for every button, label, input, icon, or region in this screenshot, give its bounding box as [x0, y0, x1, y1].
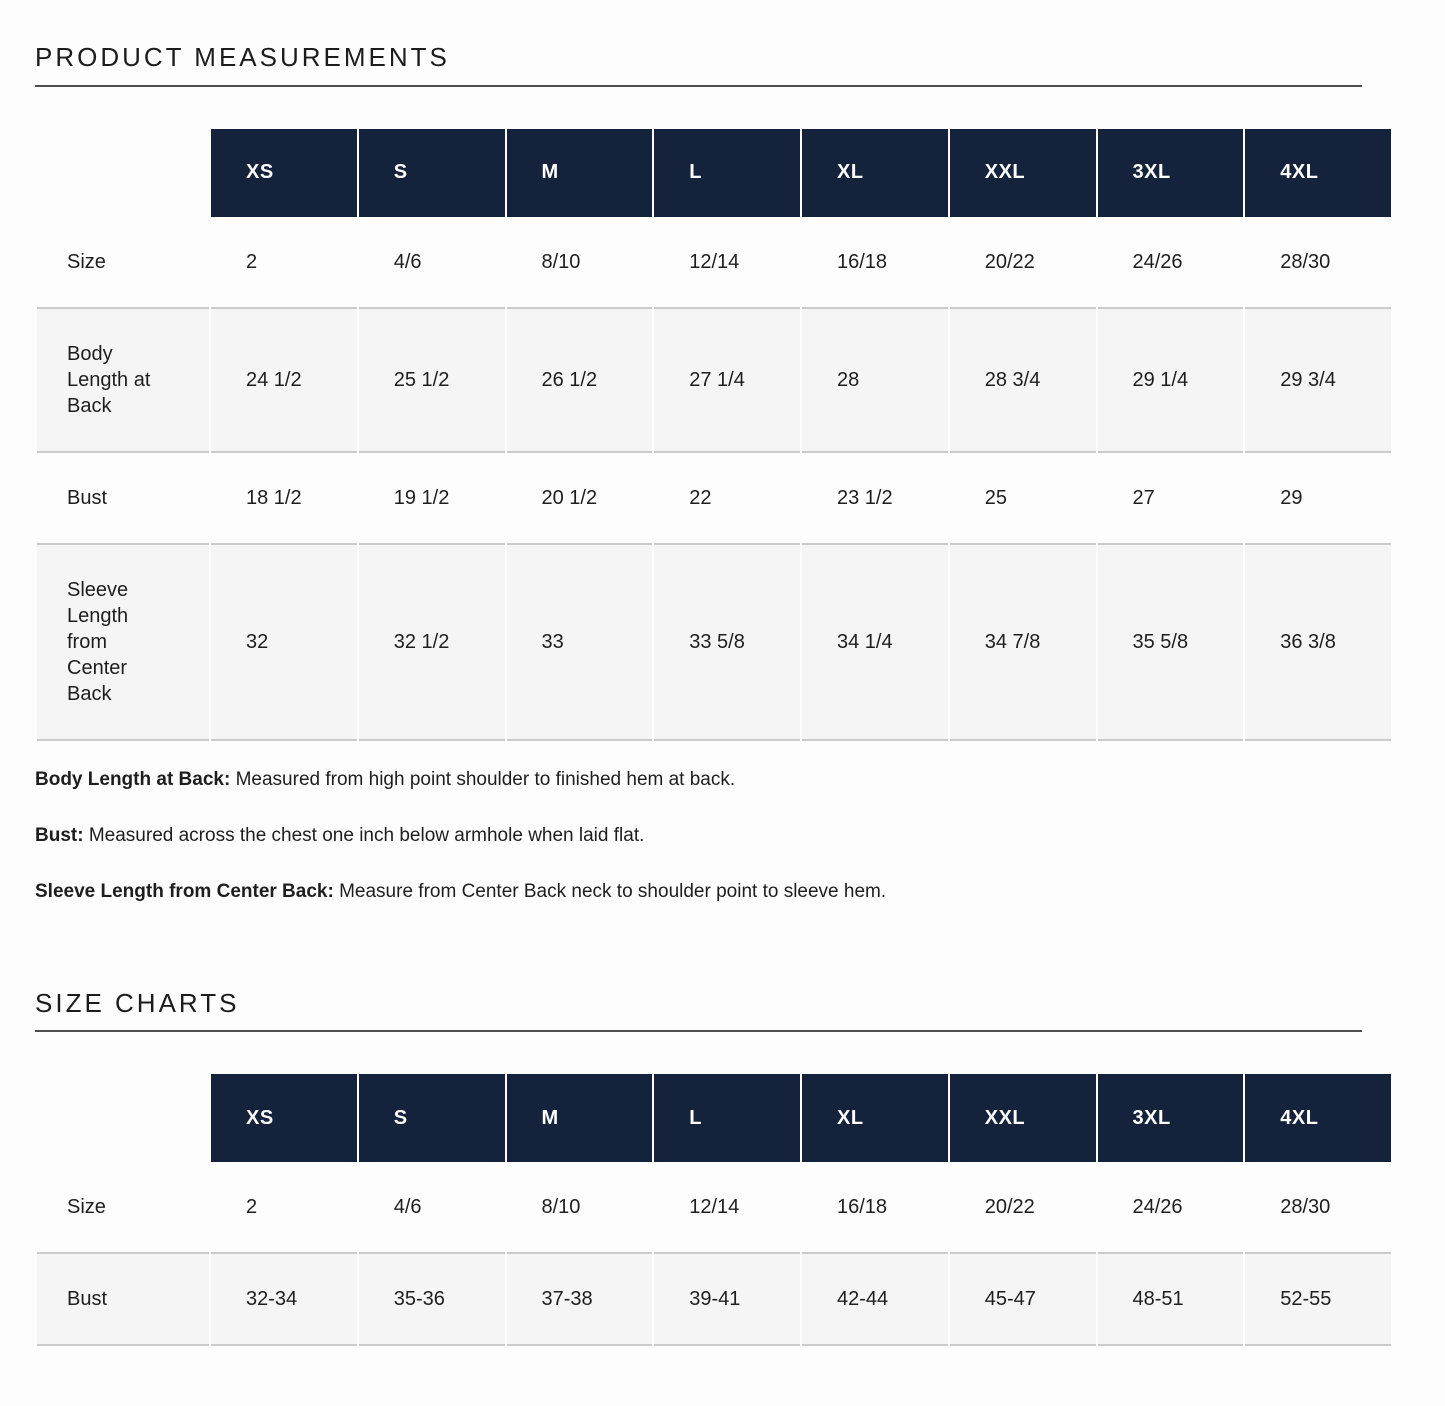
measurement-row — [37, 1252, 1391, 1346]
measurement-cell: 20/22 — [984, 250, 1035, 273]
size-charts-title: SIZE CHARTS — [35, 987, 240, 1018]
measurement-cell: 19 1/2 — [359, 451, 505, 543]
measurement-cell: 42-44 — [802, 1252, 948, 1346]
row-label: Bust — [37, 1252, 209, 1346]
measurement-cell: 39-41 — [654, 1252, 800, 1346]
size-charts-rule — [35, 1030, 1362, 1032]
note-bust-term: Bust: — [35, 824, 84, 846]
size-header-row — [37, 129, 1391, 217]
measurement-notes — [35, 769, 1393, 903]
measurement-cell: 36 3/8 — [1245, 543, 1391, 741]
measurement-cell: 24 1/2 — [211, 307, 357, 451]
measurement-cell: 35 5/8 — [1098, 543, 1244, 741]
measurement-row — [37, 307, 1391, 451]
product-measurements-rule — [35, 85, 1362, 87]
measurement-cell: 24/26 — [1132, 250, 1183, 273]
measurement-cell: 2 — [246, 1196, 258, 1219]
row-label: Bust — [37, 451, 209, 543]
measurement-cell: 34 7/8 — [950, 543, 1096, 741]
size-charts-table — [35, 1074, 1393, 1346]
measurement-cell: 16/18 — [837, 1196, 888, 1219]
product-measurements-table — [35, 129, 1393, 741]
measurement-cell: 2 — [246, 250, 258, 273]
note-sleeve-length — [35, 881, 1393, 903]
measurement-cell: 22 — [654, 451, 800, 543]
measurement-cell: 29 3/4 — [1245, 307, 1391, 451]
measurement-row — [37, 543, 1391, 741]
size-header-cell-s: S — [359, 129, 505, 217]
note-bust — [35, 825, 1393, 847]
measurement-cell: 33 5/8 — [654, 543, 800, 741]
note-sleeve-length-term: Sleeve Length from Center Back: — [35, 880, 334, 902]
measurement-cell: 32 — [211, 543, 357, 741]
measurement-cell: 29 — [1245, 451, 1391, 543]
size-header-cell-l: L — [654, 1074, 800, 1162]
size-header-cell-xxl: XXL — [950, 129, 1096, 217]
row-label: Body Length at Back — [37, 307, 209, 451]
size-header-cell-4xl: 4XL — [1245, 1074, 1391, 1162]
measurement-cell: 32-34 — [211, 1252, 357, 1346]
note-body-length-term: Body Length at Back: — [35, 768, 231, 790]
size-charts-section — [35, 989, 1393, 1347]
measurement-cell: 20/22 — [984, 1196, 1035, 1219]
size-header-cell-3xl: 3XL — [1098, 1074, 1244, 1162]
measurement-cell: 52-55 — [1245, 1252, 1391, 1346]
measurement-cell: 34 1/4 — [802, 543, 948, 741]
measurement-cell: 25 1/2 — [359, 307, 505, 451]
measurement-row — [37, 451, 1391, 543]
measurement-cell: 45-47 — [950, 1252, 1096, 1346]
measurement-cell: 37-38 — [507, 1252, 653, 1346]
measurement-cell: 25 — [950, 451, 1096, 543]
measurement-cell: 16/18 — [837, 250, 888, 273]
measurement-cell: 32 1/2 — [359, 543, 505, 741]
measurement-cell: 29 1/4 — [1098, 307, 1244, 451]
size-header-cell-l: L — [654, 129, 800, 217]
measurement-cell: 28/30 — [1280, 1196, 1331, 1219]
measurement-cell: 28 3/4 — [950, 307, 1096, 451]
size-header-cell-xl: XL — [802, 129, 948, 217]
measurement-cell: 23 1/2 — [802, 451, 948, 543]
measurement-row — [37, 1162, 1391, 1252]
size-header-cell-xs: XS — [211, 129, 357, 217]
measurement-cell: 12/14 — [689, 250, 740, 273]
size-header-cell-s: S — [359, 1074, 505, 1162]
row-label: Size — [67, 1196, 106, 1219]
measurement-cell: 12/14 — [689, 1196, 740, 1219]
size-header-cell-m: M — [507, 1074, 653, 1162]
row-label: Sleeve Length from Center Back — [37, 543, 209, 741]
measurement-cell: 33 — [507, 543, 653, 741]
measurement-cell: 18 1/2 — [211, 451, 357, 543]
size-header-cell-xxl: XXL — [950, 1074, 1096, 1162]
measurement-cell: 4/6 — [393, 1196, 422, 1219]
note-sleeve-length-definition: Measure from Center Back neck to shoulder point to sleeve hem. — [339, 880, 887, 902]
size-header-cell-m: M — [507, 129, 653, 217]
note-body-length — [35, 769, 1393, 791]
note-bust-definition: Measured across the chest one inch below armhole when laid flat. — [88, 824, 645, 846]
size-header-cell-xl: XL — [802, 1074, 948, 1162]
measurement-cell: 28 — [802, 307, 948, 451]
corner-cell — [37, 1074, 209, 1162]
measurement-cell: 8/10 — [541, 250, 581, 273]
size-header-cell-xs: XS — [211, 1074, 357, 1162]
measurement-cell: 8/10 — [541, 1196, 581, 1219]
size-header-row — [37, 1074, 1391, 1162]
measurement-cell: 48-51 — [1098, 1252, 1244, 1346]
product-measurements-section — [35, 43, 1393, 741]
measurement-row — [37, 217, 1391, 307]
measurement-cell: 28/30 — [1280, 250, 1331, 273]
measurement-cell: 27 1/4 — [654, 307, 800, 451]
corner-cell — [37, 129, 209, 217]
product-measurements-title: PRODUCT MEASUREMENTS — [35, 42, 450, 72]
measurement-cell: 4/6 — [393, 250, 422, 273]
size-header-cell-4xl: 4XL — [1245, 129, 1391, 217]
note-body-length-definition: Measured from high point shoulder to finished hem at back. — [235, 768, 736, 790]
measurement-cell: 27 — [1098, 451, 1244, 543]
measurement-cell: 35-36 — [359, 1252, 505, 1346]
measurement-cell: 24/26 — [1132, 1196, 1183, 1219]
row-label: Size — [67, 250, 106, 273]
measurement-cell: 26 1/2 — [507, 307, 653, 451]
measurement-cell: 20 1/2 — [507, 451, 653, 543]
size-header-cell-3xl: 3XL — [1098, 129, 1244, 217]
